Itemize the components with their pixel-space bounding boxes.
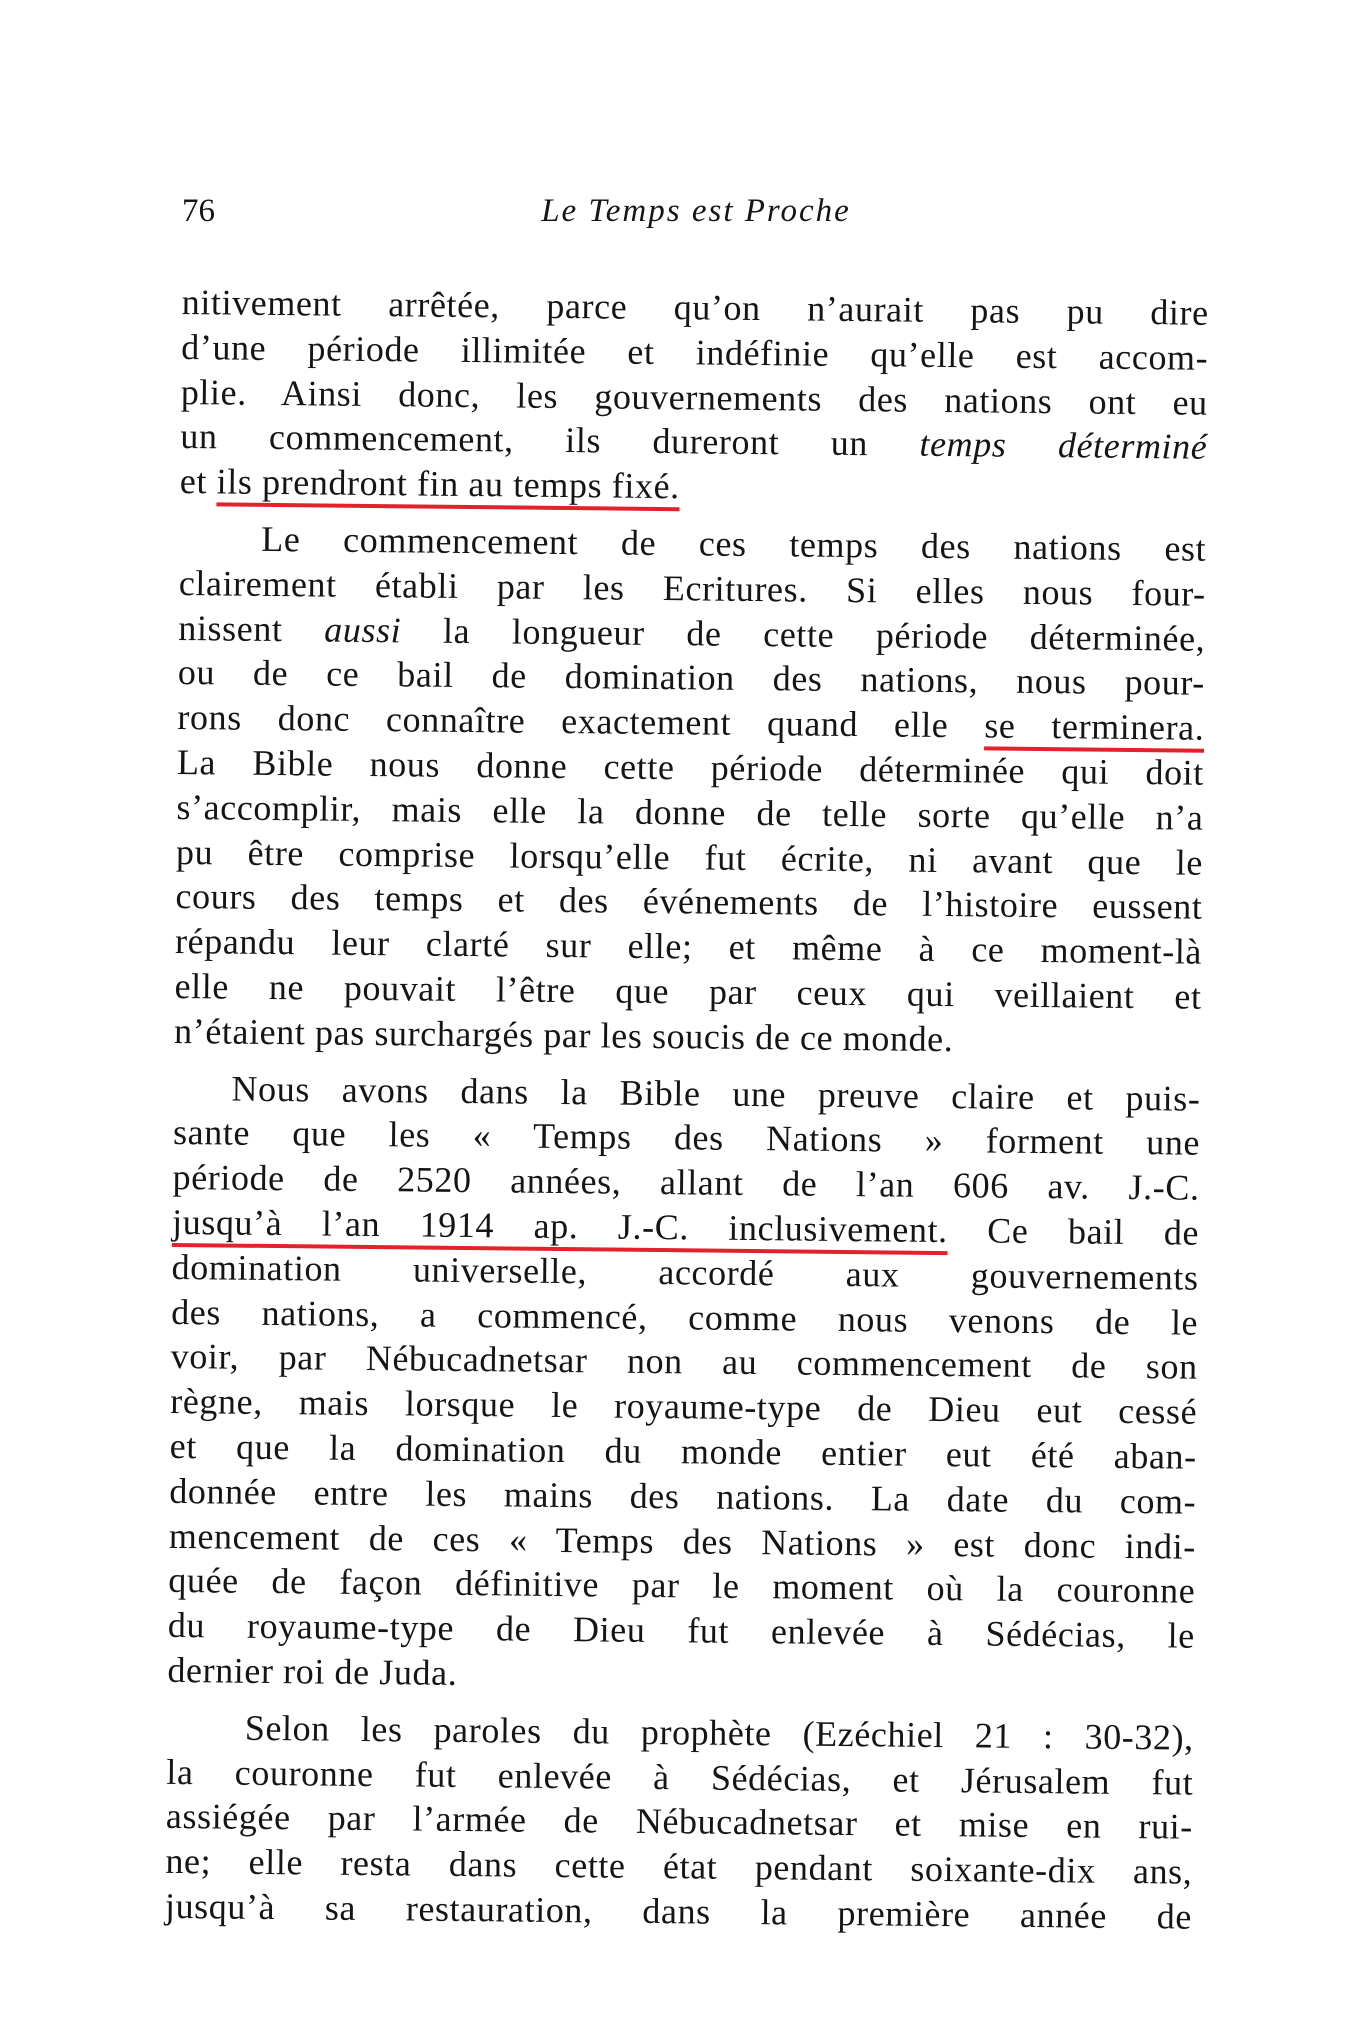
paragraph xyxy=(174,516,1207,1064)
text-segment: ou de ce bail de domination des nations, nous pour- xyxy=(177,652,1206,704)
text-segment: mencement de ces « Temps des Nations » est donc indi- xyxy=(168,1515,1197,1567)
text-segment: pu être comprise lorsqu’elle fut écrite, ni avant que le xyxy=(175,831,1204,883)
text-segment: domination universelle, accordé aux gouvernements xyxy=(171,1246,1199,1298)
text-segment: sante que les « Temps des Nations » forment une xyxy=(172,1112,1201,1164)
text-segment: elle ne pouvait l’être que par ceux qui veillaient et xyxy=(174,965,1202,1017)
text-segment: nitivement arrêtée, parce qu’on n’aurait pas pu dire xyxy=(181,281,1209,333)
text-segment: règne, mais lorsque le royaume-type de Dieu eut cessé xyxy=(170,1381,1198,1432)
text-segment: d’une période illimitée et indéfinie qu’elle est accom- xyxy=(181,326,1209,378)
text-line xyxy=(165,1884,1192,1940)
paragraph xyxy=(180,280,1209,515)
text-segment: quée de façon définitive par le moment où la couronne xyxy=(168,1560,1196,1611)
emphasis-text: aussi xyxy=(324,609,402,650)
text-segment: rons donc connaître exactement quand elle xyxy=(177,697,985,746)
text-segment: clairement établi par les Ecritures. Si elles nous four- xyxy=(178,562,1206,614)
text-segment: Nous avons dans la Bible une preuve claire et puis- xyxy=(231,1068,1201,1119)
emphasis-text: temps déterminé xyxy=(919,424,1208,468)
text-segment: la longueur de cette période déterminée, xyxy=(401,609,1206,659)
text-segment: voir, par Nébucadnetsar non au commencement de son xyxy=(170,1336,1198,1388)
text-segment: Ce bail de xyxy=(947,1210,1200,1253)
text-segment: et xyxy=(179,461,217,502)
text-segment: des nations, a commencé, comme nous venons de le xyxy=(170,1291,1199,1343)
text-segment: du royaume-type de Dieu fut enlevée à Sédécias, le xyxy=(167,1605,1196,1656)
text-segment: dernier roi de Juda. xyxy=(167,1649,458,1693)
running-title: Le Temps est Proche xyxy=(541,193,851,229)
body-text xyxy=(165,280,1209,1951)
text-segment: nissent xyxy=(178,607,325,650)
text-segment: plie. Ainsi donc, les gouvernements des nations ont eu xyxy=(180,371,1208,423)
red-underlined-text: se terminera. xyxy=(984,705,1205,748)
text-segment: La Bible nous donne cette période déterminée qui doit xyxy=(176,741,1205,793)
text-segment: un commencement, ils dureront un xyxy=(180,416,920,465)
text-segment: donnée entre les mains des nations. La date du com- xyxy=(169,1470,1197,1522)
red-underlined-text: ils prendront fin au temps fixé. xyxy=(216,461,680,507)
text-segment: n’étaient pas surchargés par les soucis de ce monde. xyxy=(173,1010,954,1059)
text-segment: Le commencement de ces temps des nations est xyxy=(261,518,1207,569)
text-segment: répandu leur clarté sur elle; et même à ce moment-là xyxy=(174,921,1203,972)
page-number: 76 xyxy=(182,193,215,229)
text-segment: cours des temps et des événements de l’histoire eussent xyxy=(175,876,1203,928)
text-segment: jusqu’à sa restauration, dans la première année de xyxy=(164,1885,1193,1937)
paragraph xyxy=(165,1705,1194,1940)
text-segment: assiégée par l’armée de Nébucadnetsar et mise en rui- xyxy=(165,1796,1194,1847)
running-head xyxy=(182,186,1210,236)
text-segment: s’accomplir, mais elle la donne de telle sorte qu’elle n’a xyxy=(176,786,1204,838)
text-segment: période de 2520 années, allant de l’an 606 av. J.-C. xyxy=(172,1157,1200,1208)
text-segment: la couronne fut enlevée à Sédécias, et Jérusalem fut xyxy=(166,1751,1194,1803)
text-segment: Selon les paroles du prophète (Ezéchiel 21 : 30-32), xyxy=(244,1707,1195,1758)
text-segment: et que la domination du monde entier eut été aban- xyxy=(169,1425,1197,1477)
red-underlined-text: jusqu’à l’an 1914 ap. J.-C. inclusivement. xyxy=(171,1201,948,1251)
text-segment: ne; elle resta dans cette état pendant soixante-dix ans, xyxy=(165,1841,1193,1892)
paragraph xyxy=(167,1066,1201,1704)
